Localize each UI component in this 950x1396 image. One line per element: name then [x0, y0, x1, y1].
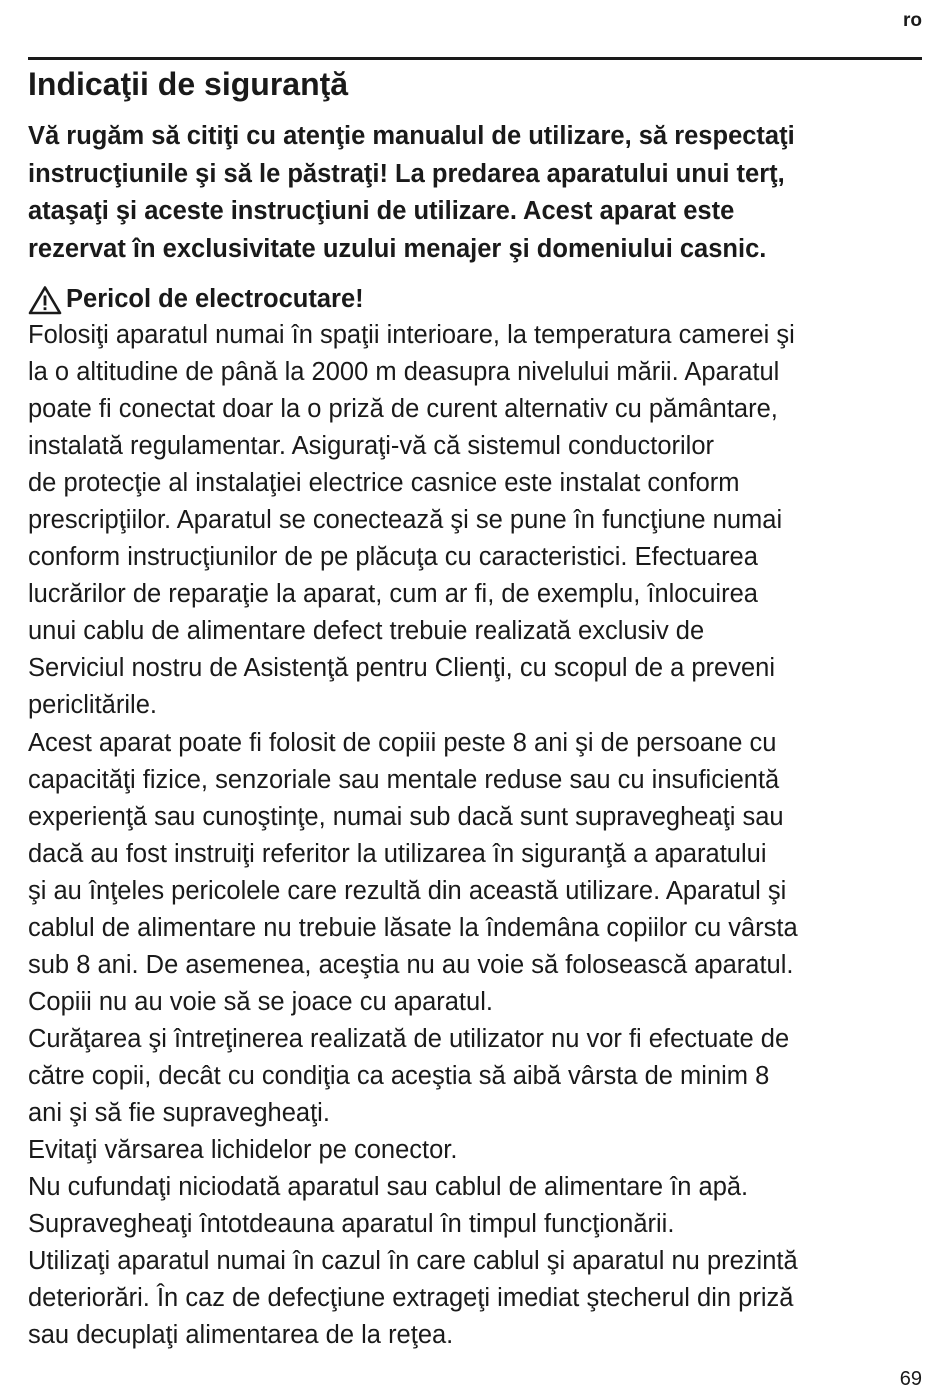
body-line: Folosiţi aparatul numai în spaţii interioare, la temperatura camerei şi: [28, 321, 795, 349]
warning-heading: [28, 281, 364, 318]
body-line: ani şi să fie supravegheaţi.: [28, 1098, 330, 1127]
body-line: capacităţi fizice, senzoriale sau mentale reduse sau cu insuficientă: [28, 765, 780, 794]
body-line: la o altitudine de până la 2000 m deasupra nivelului mării. Aparatul: [28, 358, 780, 387]
body-line: poate fi conectat doar la o priză de curent alternativ cu pământare,: [28, 395, 778, 424]
intro-line: ataşaţi şi aceste instrucţiuni de utilizare. Acest aparat este: [28, 197, 735, 225]
body-line: Serviciul nostru de Asistenţă pentru Clienţi, cu scopul de a preveni: [28, 654, 775, 683]
body-line: Acest aparat poate fi folosit de copiii peste 8 ani şi de persoane cu: [28, 728, 777, 757]
body-line: experienţă sau cunoştinţe, numai sub dacă sunt supravegheaţi sau: [28, 802, 784, 831]
body-line: dacă au fost instruiţi referitor la utilizarea în siguranţă a aparatului: [28, 839, 767, 868]
intro-line: instrucţiunile şi să le păstraţi! La predarea aparatului unui terţ,: [28, 159, 785, 188]
body-line: prescripţiilor. Aparatul se conectează şi se pune în funcţiune numai: [28, 506, 783, 535]
body-line: Copiii nu au voie să se joace cu aparatul.: [28, 987, 493, 1016]
body-line: periclitările.: [28, 691, 157, 720]
body-line: Evitaţi vărsarea lichidelor pe conector.: [28, 1136, 458, 1165]
body-line: Utilizaţi aparatul numai în cazul în care cablul şi aparatul nu prezintă: [28, 1247, 798, 1276]
body-line: instalată regulamentar. Asiguraţi-vă că sistemul conductorilor: [28, 432, 714, 461]
body-line: cablul de alimentare nu trebuie lăsate la îndemâna copiilor cu vârsta: [28, 913, 798, 942]
body-line: Curăţarea şi întreţinerea realizată de utilizator nu vor fi efectuate de: [28, 1024, 790, 1053]
warning-triangle-icon: [28, 285, 62, 315]
body-line: deteriorări. În caz de defecţiune extrageţi imediat ştecherul din priză: [28, 1284, 794, 1313]
body-line: lucrărilor de reparaţie la aparat, cum ar fi, de exemplu, înlocuirea: [28, 580, 758, 609]
intro-line: rezervat în exclusivitate uzului menajer şi domeniului casnic.: [28, 234, 767, 263]
body-line: către copii, decât cu condiţia ca aceştia să aibă vârsta de minim 8: [28, 1061, 770, 1090]
body-line: conform instrucţiunilor de pe plăcuţa cu caracteristici. Efectuarea: [28, 543, 758, 572]
body-line: şi au înţeles pericolele care rezultă din această utilizare. Aparatul şi: [28, 876, 787, 905]
intro-line: Vă rugăm să citiţi cu atenţie manualul de utilizare, să respectaţi: [28, 122, 795, 150]
body-line: unui cablu de alimentare defect trebuie realizată exclusiv de: [28, 617, 705, 646]
page-number: 69: [899, 1368, 922, 1390]
body-line: sau decuplaţi alimentarea de la reţea.: [28, 1321, 454, 1350]
body-line: sub 8 ani. De asemenea, aceştia nu au voie să folosească aparatul.: [28, 950, 794, 979]
body-line: Supravegheaţi întotdeauna aparatul în timpul funcţionării.: [28, 1210, 675, 1239]
intro-paragraph: [28, 118, 922, 268]
language-code: ro: [903, 10, 922, 31]
body-line: de protecţie al instalaţiei electrice casnice este instalat conform: [28, 469, 740, 498]
warning-text: Pericol de electrocutare!: [66, 285, 364, 313]
page-title: Indicaţii de siguranţă: [28, 66, 349, 102]
body-line: Nu cufundaţi niciodată aparatul sau cablul de alimentare în apă.: [28, 1173, 749, 1202]
safety-body-text: [28, 317, 928, 1354]
header-divider: [28, 57, 922, 60]
